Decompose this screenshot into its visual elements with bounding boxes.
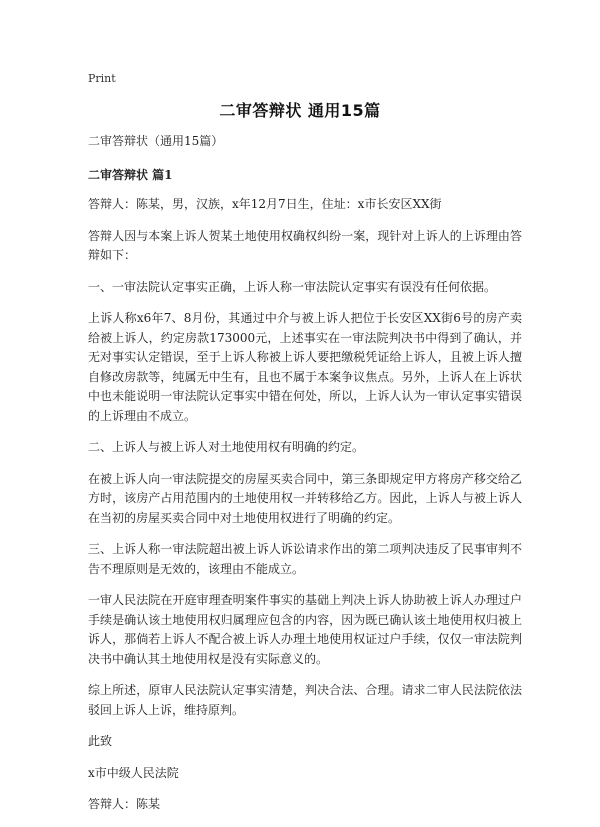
print-link[interactable]: Print: [88, 72, 116, 85]
paragraph-point-two-detail: 在被上诉人向一审法院提交的房屋买卖合同中，第三条即规定甲方将房产移交给乙方时，该房产占用范围内的土地使用权一并转移给乙方。因此，上诉人与被上诉人在当初的房屋买卖合同中对土地使用权进行了明确的约定。: [88, 471, 522, 525]
paragraph-point-three-detail: 一审人民法院在开庭审理查明案件事实的基础上判决上诉人协助被上诉人办理过户手续是确认该土地使用权归属理应包含的内容，因为既已确认该土地使用权归被上诉人，那倘若上诉人不配合被上诉人办理土地使用权证过户手续，仅仅一审法院判决书中确认其土地使用权是没有实际意义的。: [88, 593, 522, 666]
paragraph-court: x市中级人民法院: [88, 765, 179, 780]
paragraph-point-two: 二、上诉人与被上诉人对土地使用权有明确的约定。: [88, 440, 365, 454]
paragraph-point-one-detail: 上诉人称x6年7、8月份，其通过中介与被上诉人把位于长安区XX街6号的房产卖给被上诉人，约定房款173000元，上述事实在一审法院判决书中得到了确认，并无对事实认定错误，至于上诉人称被上诉人要把缴税凭证给上诉人，且被上诉人擅自修改房款等，纯属无中生有，且也不属于本案争议焦点。另外，上诉人在上诉状中也未能说明一审法院认定事实中错在何处，所以，上诉人认为一审认定事实错误的上诉理由不成立。: [88, 311, 522, 423]
paragraph-point-one: 一、一审法院认定事实正确，上诉人称一审法院认定事实有误没有任何依据。: [88, 279, 497, 294]
paragraph-salutation: 此致: [88, 734, 113, 748]
document-title: 二审答辩状 通用15篇: [219, 101, 381, 120]
paragraph-intro: 答辩人因与本案上诉人贺某土地使用权确权纠纷一案，现针对上诉人的上诉理由答辩如下：: [88, 228, 522, 262]
paragraph-respondent-info: 答辩人：陈某，男，汉族，x年12月7日生，住址：x市长安区XX街: [88, 197, 442, 211]
document-subtitle: 二审答辩状（通用15篇）: [88, 134, 224, 148]
document-body: [88, 132, 522, 827]
paragraph-conclusion: 综上所述，原审人民法院认定事实清楚，判决合法、合理。请求二审人民法院依法驳回上诉人上诉，维持原判。: [88, 683, 522, 717]
section-heading: 二审答辩状 篇1: [88, 167, 173, 182]
paragraph-point-three: 三、上诉人称一审法院超出被上诉人诉讼请求作出的第二项判决违反了民事审判不告不理原则是无效的，该理由不能成立。: [88, 542, 522, 576]
paragraph-signature: 答辩人：陈某: [88, 797, 161, 811]
